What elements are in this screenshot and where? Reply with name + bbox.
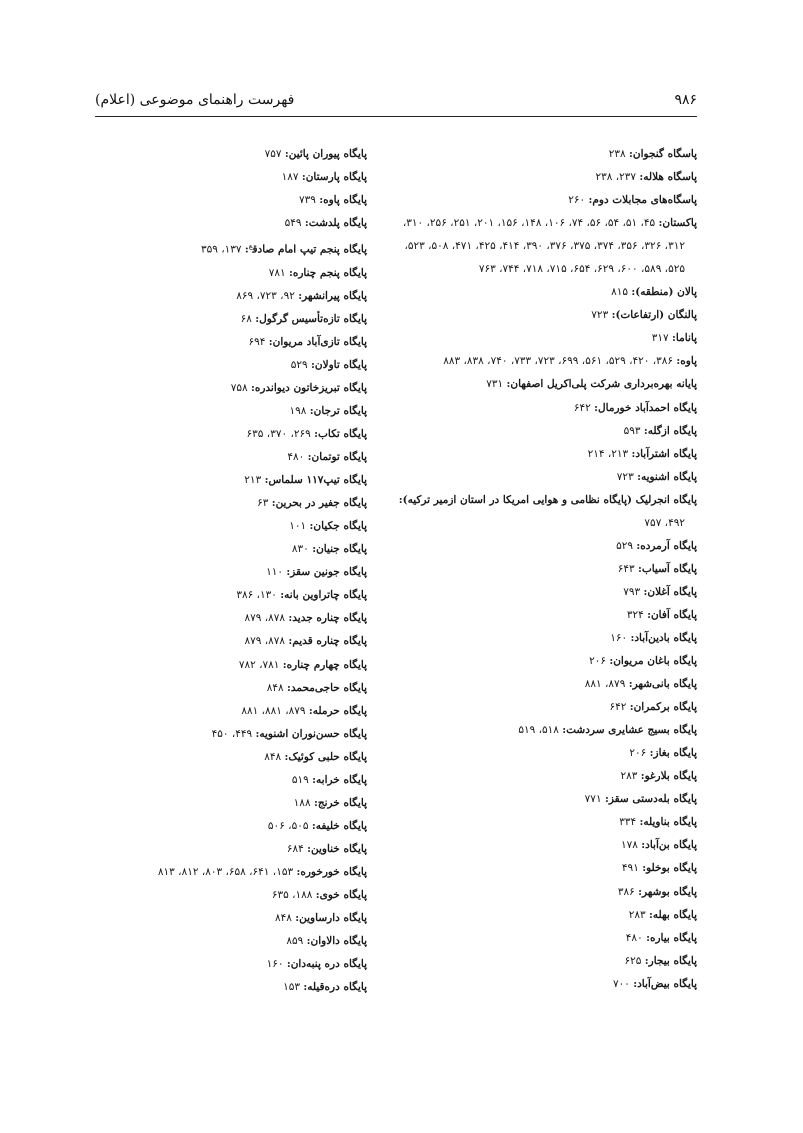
index-entry [87, 838, 367, 861]
index-entry [87, 792, 367, 815]
index-term: پایگاه دره پنبه‌دان: [286, 958, 367, 971]
index-entry [87, 423, 367, 446]
index-entry [87, 700, 367, 723]
index-page-refs: ۶۸ [240, 312, 252, 325]
index-term: پایگاه حلبی کوئیک: [284, 750, 367, 763]
index-entry [87, 953, 367, 976]
index-entry [87, 930, 367, 953]
index-page-refs: ۶۲۵ [624, 954, 642, 967]
index-entry [87, 607, 367, 630]
index-entry [413, 857, 697, 880]
index-page-refs: ۷۳۱ [486, 378, 504, 391]
index-term: پالنگان (ارتفاعات): [611, 309, 697, 322]
index-entry [413, 327, 697, 350]
index-entry [413, 581, 697, 604]
index-page-refs: ۳۱۷ [651, 332, 669, 345]
index-term: پایگاه خوی: [315, 889, 367, 901]
index-term: پایگاه تازی‌آباد مریوان: [268, 335, 367, 348]
index-page-refs: ۶۳ [257, 497, 269, 510]
index-term: پایگاه چهارم چناره: [282, 658, 367, 671]
index-term: پایانه بهره‌برداری شرکت پلی‌اکریل اصفهان: [506, 378, 697, 391]
index-entry [413, 973, 697, 996]
index-page-refs: ۸۱۵ [611, 286, 629, 299]
index-page-refs: ۶۴۳ [617, 562, 635, 575]
index-term: پایگاه دالاوان: [306, 935, 367, 948]
index-page-refs: ۵۴۹ [284, 217, 302, 230]
index-entry [87, 377, 367, 400]
index-page-refs: ۱۸۸ [293, 796, 311, 809]
index-page-refs: ۷۰۰ [612, 977, 630, 990]
index-page-refs: ۲۶۹، ۳۷۰، ۶۳۵ [246, 428, 311, 441]
index-term: پایگاه آرمرده: [636, 539, 697, 552]
index-page-refs-continued: ۵۲۵، ۵۸۹، ۶۰۰، ۶۲۹، ۶۵۴، ۷۱۵، ۷۱۸، ۷۴۴، ۷۶۳ [478, 263, 685, 276]
index-page-refs: ۸۴۸ [266, 681, 284, 694]
index-entry [413, 466, 697, 489]
index-term: پایگاه خرابه: [312, 773, 367, 786]
index-page-refs-continued: ۴۹۲، ۷۵۷ [644, 516, 685, 529]
index-page-refs: ۸۷۸، ۸۷۹ [244, 612, 286, 625]
index-entry [87, 630, 367, 653]
index-entry [413, 742, 697, 765]
index-page-refs: ۵۱۹ [291, 773, 309, 786]
index-page-refs: ۶۴۲ [573, 401, 591, 414]
honorific-superscript: ع [248, 242, 253, 251]
index-page-refs: ۵۰۵، ۵۰۶ [267, 819, 309, 832]
index-page-refs: ۱۸۷ [281, 171, 299, 184]
index-term: پایگاه بیاره: [646, 931, 697, 944]
index-entry [413, 627, 697, 650]
index-page-refs: ۱۷۸ [621, 839, 638, 852]
index-entry [413, 420, 697, 443]
index-term: پایگاه انجرلیک (پایگاه نظامی و هوایی امریکا در استان ازمیر ترکیه): [398, 493, 697, 506]
index-page-refs: ۴۸۰ [287, 451, 305, 464]
index-term: پاسگاه هلاله: [639, 171, 697, 184]
index-term: پایگاه خرنج: [313, 796, 367, 809]
index-page-refs: ۲۳۸ [608, 148, 626, 160]
page-header [95, 92, 697, 114]
index-page-refs: ۲۶۰ [568, 194, 586, 207]
index-entry [413, 350, 697, 373]
index-entry [87, 469, 367, 492]
index-term: پالان (منطقه): [631, 286, 697, 299]
index-entry [87, 331, 367, 354]
index-term: پایگاه پاوه: [319, 194, 367, 207]
index-term: پایگاه حسن‌نوران اشنویه: [255, 727, 367, 740]
index-term: پایگاه چناره جدید: [288, 612, 367, 625]
index-entry [87, 561, 367, 584]
index-entry [413, 881, 697, 904]
index-entry [87, 538, 367, 561]
index-page-refs: ۷۹۳ [623, 585, 641, 598]
index-entry [87, 308, 367, 331]
index-entry [87, 354, 367, 377]
index-entry [413, 788, 697, 811]
index-term: پایگاه دره‌قیله: [303, 981, 367, 994]
index-entry [413, 696, 697, 719]
index-page-refs: ۲۸۳ [628, 908, 646, 921]
index-term: پایگاه بادین‌آباد: [630, 631, 697, 644]
index-entry [413, 834, 697, 857]
index-page-refs: ۷۸۱ [268, 266, 286, 279]
index-page-refs: ۳۸۶ [617, 885, 635, 898]
index-page-refs: ۵۱۸، ۵۱۹ [518, 724, 559, 737]
index-term: پایگاه پنجم تیپ امام صادق [252, 243, 367, 256]
index-term: پایگاه پیرانشهر: [298, 289, 367, 302]
index-term: پایگاه تاولان: [311, 358, 367, 371]
header-rule [95, 116, 697, 117]
index-term: پاوه: [676, 355, 697, 368]
index-page-refs: ۵۹۳ [623, 424, 641, 437]
index-page-refs: ۲۳۷، ۲۳۸ [595, 171, 637, 184]
index-entry [87, 262, 367, 285]
index-term: پاسگاه‌های مجابلات دوم: [588, 194, 697, 207]
index-term: پاسگاه گنجوان: [629, 148, 697, 160]
index-term: پایگاه پلدشت: [304, 217, 367, 230]
index-entry [87, 446, 367, 469]
index-entry [87, 492, 367, 515]
index-entry [413, 443, 697, 466]
index-entry [87, 166, 367, 189]
index-term: پایگاه چاتراوین بانه: [280, 589, 367, 602]
index-page-refs: ۹۲، ۷۲۳، ۸۶۹ [236, 289, 295, 302]
index-entry [87, 212, 367, 235]
index-term: پایگاه بناویله: [639, 816, 697, 829]
index-page-refs: ۴۴۹، ۴۵۰ [211, 727, 253, 740]
index-entry [87, 677, 367, 700]
index-term: پایگاه جکیان: [309, 520, 367, 533]
index-term: پایگاه بن‌آباد: [641, 839, 697, 852]
index-page-refs-continued: ۳۱۲، ۳۲۶، ۳۵۶، ۳۷۴، ۳۷۵، ۳۷۶، ۳۹۰، ۴۱۴، ۴۲۵، ۴۷۱، ۵۰۸، ۵۲۳، [404, 240, 685, 253]
index-term: پایگاه جفیر در بحرین: [271, 497, 367, 510]
index-term: پایگاه آسیاب: [637, 562, 697, 575]
index-term: پایگاه اشنویه: [637, 470, 697, 483]
index-entry [87, 907, 367, 930]
index-term: پایگاه تکاب: [314, 428, 367, 441]
index-term: پایگاه تازه‌تأسیس گرگول: [255, 312, 367, 325]
index-page-refs: ۱۳۰، ۳۸۶ [236, 589, 277, 602]
index-term: پایگاه حرمله: [308, 704, 367, 717]
index-page-refs: ۱۵۳، ۶۴۱، ۶۵۸، ۸۰۳، ۸۱۲، ۸۱۳ [157, 865, 294, 878]
index-page-refs: ۱۶۰ [610, 631, 628, 644]
index-term: پایگاه بسیج عشایری سردشت: [562, 724, 697, 737]
index-page-refs: ۸۴۸ [275, 912, 292, 925]
index-entry [413, 535, 697, 558]
index-term: پایگاه بیجار: [644, 954, 697, 967]
index-term: پایگاه بوخلو: [642, 862, 697, 875]
index-term: پاکستان: [658, 217, 697, 230]
index-page-refs: ۴۹۱ [621, 862, 639, 875]
index-term: پایگاه اشترآباد: [631, 447, 697, 460]
index-entry [87, 189, 367, 212]
index-term: پایگاه جونین سقز: [286, 566, 367, 579]
index-page-refs: ۳۳۴ [619, 816, 637, 829]
index-term: پایگاه خناوین: [307, 842, 367, 855]
index-term: پایگاه ترجان: [309, 405, 367, 418]
index-term: پایگاه تیپ۱۱۷ سلماس: [264, 474, 367, 487]
index-page-refs: ۲۰۶ [589, 655, 606, 668]
index-term: پایگاه بلارغو: [640, 770, 697, 783]
index-page-refs: ۷۳۹ [298, 194, 316, 207]
index-page-refs: ۴۸۰ [625, 931, 643, 944]
index-page-refs: ۳۸۶، ۴۲۰، ۵۲۹، ۵۶۱، ۶۹۹، ۷۲۳، ۷۳۳، ۷۴۰، ۸۳۸، ۸۸۳ [443, 355, 674, 368]
index-entry [413, 927, 697, 950]
index-entry [413, 765, 697, 788]
index-term: پایگاه بله‌دستی سقز: [604, 793, 697, 806]
index-page-refs: ۱۳۷، ۳۵۹ [200, 243, 242, 256]
index-entry [413, 143, 697, 166]
index-entry [87, 584, 367, 607]
index-page-refs: ۷۸۱، ۷۸۲ [238, 658, 280, 671]
index-entry [413, 950, 697, 973]
index-term: پایگاه چناره قدیم: [288, 635, 367, 648]
index-entry [87, 723, 367, 746]
index-term: پایگاه خورخوره: [296, 865, 367, 878]
index-term: پایگاه پنجم چناره: [288, 266, 367, 279]
index-term: پایگاه حاجی‌محمد: [287, 681, 367, 694]
index-page-refs: ۶۹۴ [248, 335, 266, 348]
index-entry [413, 558, 697, 581]
index-term: پایگاه تبریزخاتون دیواندره: [250, 381, 367, 394]
index-page-refs: ۴۵، ۵۱، ۵۴، ۵۶، ۷۴، ۱۰۶، ۱۴۸، ۱۵۶، ۲۰۱، ۲۵۱، ۲۵۶، ۳۱۰، [402, 217, 656, 230]
index-page-refs: ۲۰۶ [629, 747, 647, 760]
index-term: پایگاه برکمران: [629, 701, 697, 714]
index-entry [413, 811, 697, 834]
index-term: پایگاه توتمان: [307, 451, 367, 464]
index-page-refs: ۵۲۹ [616, 539, 633, 552]
index-entry [87, 769, 367, 792]
running-title: فهرست راهنمای موضوعی (اعلام) [95, 92, 295, 108]
index-entry [87, 285, 367, 308]
index-page-refs: ۷۲۳ [616, 470, 634, 483]
index-page-refs: ۸۴۸ [264, 750, 282, 763]
index-entry [413, 673, 697, 696]
index-term: پایگاه بهله: [649, 908, 697, 921]
index-term: پایگاه خلیفه: [311, 819, 367, 832]
index-page-refs: ۸۳۰ [291, 543, 309, 556]
index-page-refs: ۵۲۹ [290, 358, 308, 371]
index-page-refs: ۲۸۳ [620, 770, 638, 783]
index-entry [413, 189, 697, 212]
index-page-refs: ۷۲۳ [591, 309, 609, 322]
index-entry [398, 489, 697, 512]
index-entry [87, 400, 367, 423]
index-term-colon: : [244, 243, 249, 256]
index-entry [413, 281, 697, 304]
index-term: پایگاه جنیان: [312, 543, 367, 556]
index-term: پایگاه پیوران پائین: [284, 148, 367, 160]
index-entry [87, 884, 367, 907]
index-entry [87, 861, 367, 884]
index-page-refs: ۶۴۲ [609, 701, 627, 714]
index-term: پایگاه آغلان: [643, 585, 697, 598]
index-entry [87, 235, 367, 262]
index-entry [87, 654, 367, 677]
index-page-refs: ۲۱۳ [244, 474, 262, 487]
index-term: پایگاه بیض‌آباد: [633, 977, 697, 990]
index-term: پایگاه بانی‌شهر: [628, 678, 697, 691]
index-entry [87, 746, 367, 769]
index-page-refs: ۶۸۴ [286, 842, 304, 855]
index-entry [413, 650, 697, 673]
index-page-refs: ۸۵۹ [286, 935, 304, 948]
index-entry [413, 304, 697, 327]
index-page-refs: ۱۰۱ [289, 520, 307, 533]
index-page-refs: ۷۵۷ [264, 148, 282, 160]
index-entry [413, 719, 697, 742]
index-page-refs: ۱۵۳ [283, 981, 301, 994]
index-page-refs: ۳۲۴ [626, 608, 644, 621]
index-entry [87, 815, 367, 838]
index-entry [413, 397, 697, 420]
index-column-right [398, 143, 697, 996]
index-entry [413, 373, 697, 396]
index-entry [402, 212, 697, 235]
index-page-refs: ۷۵۸ [230, 381, 248, 394]
index-entry [87, 143, 367, 166]
index-entry [413, 904, 697, 927]
index-term: پایگاه آفان: [647, 608, 697, 621]
index-page-refs: ۸۷۸، ۸۷۹ [244, 635, 286, 648]
index-term: پایگاه بغاز: [649, 747, 697, 760]
index-page-refs: ۱۶۰ [266, 958, 284, 971]
index-page-refs: ۸۷۹، ۸۸۱، ۸۸۱ [241, 704, 306, 717]
index-page-refs: ۲۱۳، ۲۱۴ [587, 447, 629, 460]
index-term: پاناما: [672, 332, 697, 345]
index-column-left [87, 143, 367, 999]
index-entry [413, 604, 697, 627]
index-entry [413, 166, 697, 189]
index-page-refs: ۷۷۱ [584, 793, 602, 806]
page-number: ۹۸۶ [674, 92, 697, 108]
index-term: پایگاه بوشهر: [638, 885, 697, 898]
index-page-refs: ۸۷۹، ۸۸۱ [584, 678, 626, 691]
index-page-refs: ۱۱۰ [266, 566, 284, 579]
index-term: پایگاه دارساوین: [295, 912, 367, 925]
index-term: پایگاه احمدآباد خورمال: [594, 401, 697, 414]
index-entry [87, 515, 367, 538]
index-term: پایگاه پارستان: [301, 171, 367, 184]
index-page-refs: ۱۹۸ [289, 405, 307, 418]
index-page-refs: ۱۸۸، ۶۳۵ [271, 889, 313, 901]
index-term: پایگاه ازگله: [643, 424, 697, 437]
index-term: پایگاه باغان مریوان: [609, 655, 697, 668]
index-entry [87, 976, 367, 999]
